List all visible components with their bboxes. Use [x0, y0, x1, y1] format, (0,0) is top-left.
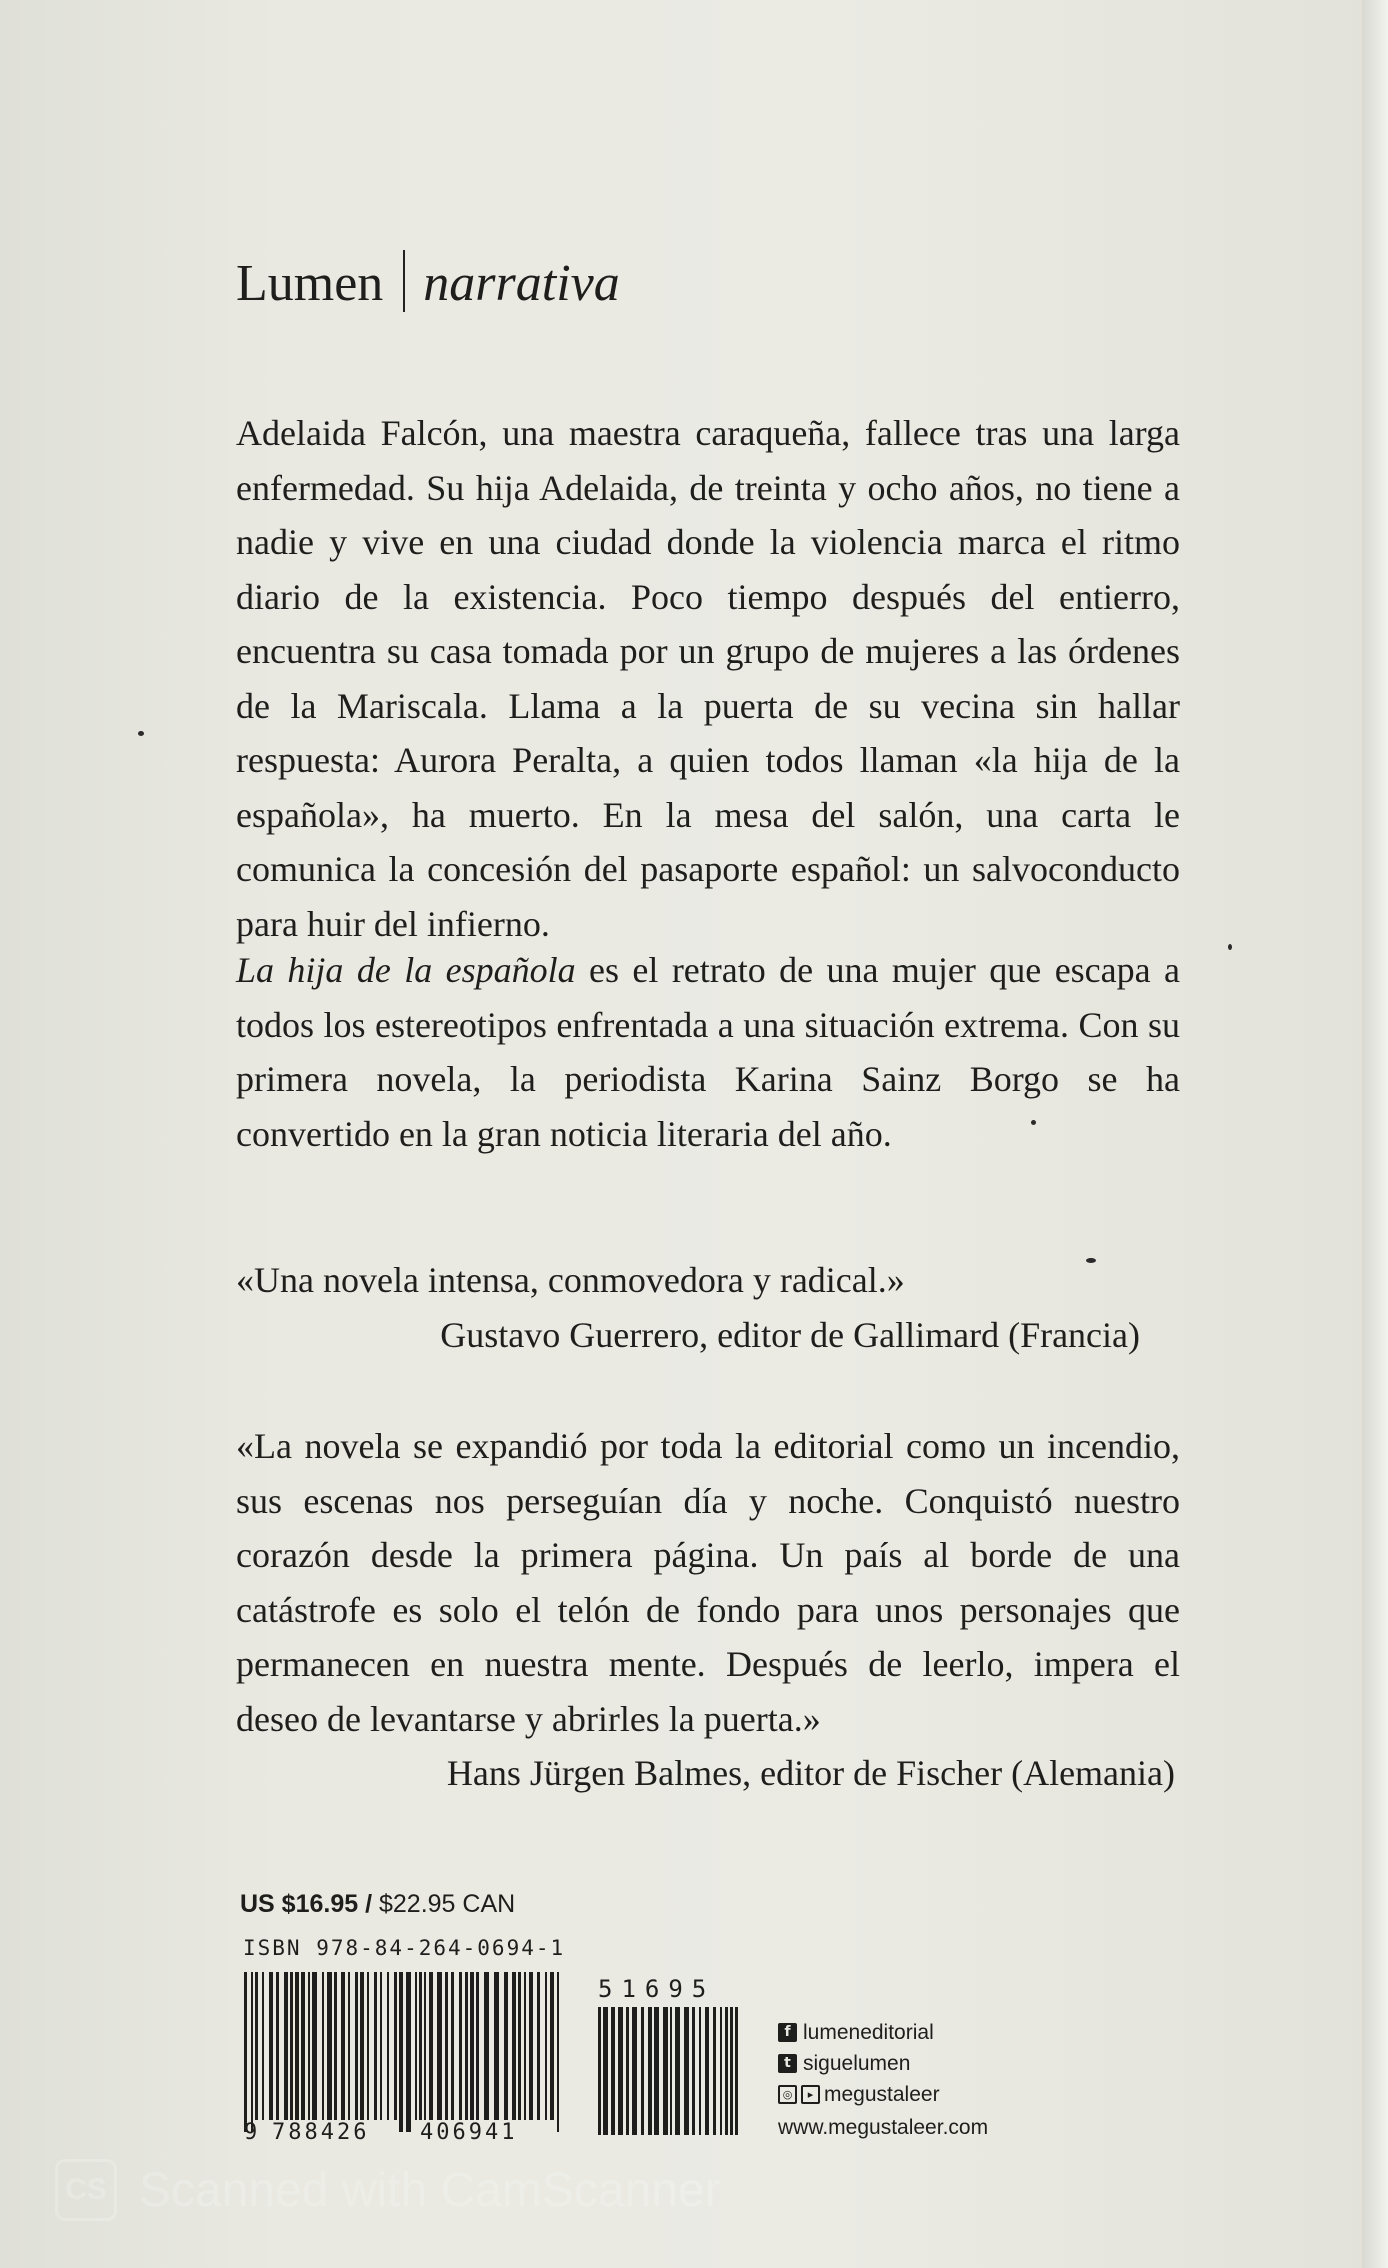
barcode-bar	[692, 2007, 695, 2135]
barcode-bar	[380, 1972, 382, 2120]
blurb-quote-1	[236, 1253, 1180, 1362]
barcode-addon-digits: 51695	[598, 1975, 716, 2003]
instagram-icon: ◎	[778, 2085, 797, 2104]
barcode-bar	[725, 2007, 728, 2135]
blurb-quote-2	[236, 1419, 1180, 1801]
dust-speck	[1228, 944, 1232, 950]
barcode-bar	[295, 1972, 299, 2120]
barcode-bar	[387, 1972, 389, 2120]
barcode-bar	[529, 1972, 533, 2120]
barcode-bar	[684, 2007, 689, 2135]
barcode-bar	[355, 1972, 358, 2120]
social-instagram-youtube[interactable]	[778, 2079, 988, 2110]
barcode-bar	[419, 1972, 422, 2120]
barcode-bar	[670, 2007, 672, 2135]
barcode-bar	[512, 1972, 516, 2120]
ean-barcode	[244, 1972, 562, 2132]
facebook-handle: lumeneditorial	[803, 2020, 934, 2044]
barcode-bar	[504, 1972, 508, 2120]
page-edge	[1362, 0, 1388, 2268]
barcode-bar	[494, 1972, 499, 2120]
barcode-bar	[394, 1972, 397, 2120]
barcode-bar	[465, 1972, 468, 2120]
barcode-bar	[484, 1972, 489, 2120]
barcode-bar	[518, 1972, 521, 2120]
addon-barcode	[598, 2007, 738, 2135]
barcode-bar	[341, 1972, 345, 2120]
barcode-bar	[705, 2007, 709, 2135]
barcode-bar	[470, 1972, 474, 2120]
barcode-bar	[611, 2007, 615, 2135]
barcode-bar	[437, 1972, 442, 2120]
website-link[interactable]: www.megustaleer.com	[778, 2115, 989, 2139]
isbn-text: ISBN 978-84-264-0694-1	[243, 1936, 566, 1960]
barcode-bar	[603, 2007, 608, 2135]
barcode-bar	[301, 1972, 305, 2120]
dust-speck	[1031, 1120, 1036, 1125]
barcode-bar	[445, 1972, 448, 2120]
series-name: narrativa	[423, 255, 620, 312]
barcode-bar	[663, 2007, 668, 2135]
barcode-bar	[641, 2007, 644, 2135]
barcode-bar	[312, 1972, 317, 2120]
social-facebook[interactable]	[778, 2017, 988, 2048]
facebook-icon: f	[778, 2023, 797, 2042]
barcode-bar	[618, 2007, 623, 2135]
youtube-icon: ▸	[801, 2085, 820, 2104]
barcode-bar	[244, 1972, 247, 2132]
barcode-bar	[334, 1972, 337, 2120]
barcode-bar	[598, 2007, 601, 2135]
barcode-bar	[255, 1972, 258, 2120]
barcode-bar	[322, 1972, 324, 2120]
price-separator: /	[358, 1890, 379, 1918]
book-title: La hija de la española	[236, 950, 576, 990]
barcode-bar	[327, 1972, 332, 2120]
barcode-bar	[557, 1972, 559, 2132]
barcode-bar	[429, 1972, 433, 2120]
twitter-icon: t	[778, 2054, 797, 2073]
synopsis-paragraph-2-text: es el retrato de una mujer que escapa a todos los estereotipos enfrentada a una situación extrema. Con su primera novela, la periodista Karina Sainz Borgo se ha convertido en la gran noticia literaria del año.	[236, 950, 1180, 1154]
barcode-bar	[720, 2007, 722, 2135]
barcode-bar	[374, 1972, 377, 2120]
quote-text: «La novela se expandió por toda la editorial como un incendio, sus escenas nos perseguían día y noche. Conquistó nuestro corazón desde la primera página. Un país al borde de una catástrofe es solo el telón de fondo para unos personajes que permanecen en nuestra mente. Después de leerlo, impera el deseo de levantarse y abrirles la puerta.»	[236, 1426, 1180, 1739]
barcode-bar	[537, 1972, 540, 2120]
barcode-bar	[276, 1972, 279, 2120]
barcode-bar	[348, 1972, 350, 2120]
barcode-bar	[648, 2007, 652, 2135]
quote-attribution: Gustavo Guerrero, editor de Gallimard (Francia)	[440, 1314, 1140, 1355]
social-twitter[interactable]	[778, 2048, 988, 2079]
instagram-handle: megustaleer	[824, 2082, 940, 2106]
barcode-bar	[476, 1972, 479, 2120]
synopsis-paragraph-1: Adelaida Falcón, una maestra caraqueña, fallece tras una larga enfermedad. Su hija Adelaida, de treinta y ocho años, no tiene a nadie y vive en una ciudad donde la violencia marca el ritmo diario de la existencia. Poco tiempo después del entierro, encuentra su casa tomada por un grupo de mujeres a las órdenes de la Mariscala. Llama a la puerta de su vecina sin hallar respuesta: Aurora Peralta, a quien todos llaman «la hija de la española», ha muerto. En la mesa del salón, una carta le comunica la concesión del pasaporte español: un salvoconducto para huir del infierno.	[236, 413, 1180, 944]
quote-attribution: Hans Jürgen Balmes, editor de Fischer (Alemania)	[446, 1753, 1175, 1793]
barcode-bar	[459, 1972, 462, 2120]
barcode-bar	[424, 1972, 426, 2120]
publisher-brand	[236, 250, 620, 314]
barcode-bar	[545, 1972, 547, 2120]
barcode-bar	[713, 2007, 716, 2135]
imprint-name: Lumen	[236, 255, 384, 312]
barcode-bar	[524, 1972, 526, 2120]
scanner-watermark	[55, 2158, 721, 2222]
barcode-right-digits: 406941	[420, 2120, 518, 2145]
camscanner-logo-icon: CS	[55, 2159, 117, 2221]
barcode-bar	[269, 1972, 273, 2120]
barcode-bar	[399, 1972, 403, 2132]
barcode-bar	[451, 1972, 454, 2120]
barcode-bar	[284, 1972, 288, 2120]
barcode-first-digit: 9	[244, 2120, 258, 2145]
barcode-bar	[360, 1972, 364, 2120]
brand-divider	[403, 250, 405, 312]
social-links	[778, 2017, 988, 2143]
watermark-text: Scanned with CamScanner	[139, 2163, 721, 2217]
barcode-bar	[415, 1972, 417, 2120]
barcode-left-digits: 788426	[272, 2120, 370, 2145]
barcode-bar	[550, 1972, 554, 2120]
dust-speck	[1086, 1258, 1096, 1263]
barcode-bar	[699, 2007, 701, 2135]
barcode-bar	[251, 1972, 253, 2132]
barcode-bar	[730, 2007, 733, 2135]
twitter-handle: siguelumen	[803, 2051, 911, 2075]
barcode-bar	[632, 2007, 637, 2135]
price-can: $22.95 CAN	[378, 1890, 516, 1918]
dust-speck	[138, 731, 144, 736]
barcode-bar	[675, 2007, 680, 2135]
barcode-bar	[290, 1972, 293, 2120]
barcode-bar	[654, 2007, 659, 2135]
barcode-bar	[735, 2007, 738, 2135]
barcode-bar	[406, 1972, 411, 2132]
barcode-bar	[626, 2007, 629, 2135]
price-us: US $16.95	[240, 1890, 359, 1918]
barcode-bar	[308, 1972, 310, 2120]
price-line	[240, 1890, 515, 1919]
barcode-bar	[367, 1972, 369, 2120]
quote-text: «Una novela intensa, conmovedora y radical.»	[236, 1260, 905, 1300]
barcode-bar	[262, 1972, 264, 2120]
synopsis-paragraph-2	[236, 943, 1180, 1161]
